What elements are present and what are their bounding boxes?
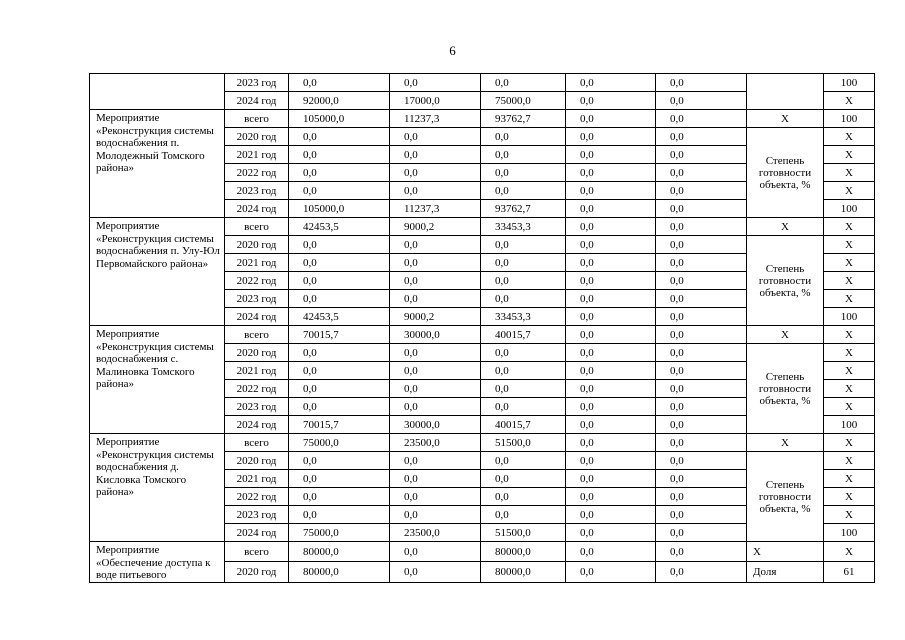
funding-cell: 0,0 xyxy=(566,254,656,272)
year-cell: 2024 год xyxy=(225,92,289,110)
funding-cell: 0,0 xyxy=(481,254,566,272)
year-cell: 2023 год xyxy=(225,506,289,524)
funding-cell: 0,0 xyxy=(390,128,481,146)
target-cell: Х xyxy=(824,452,875,470)
funding-cell: 51500,0 xyxy=(481,434,566,452)
funding-cell: 0,0 xyxy=(566,218,656,236)
total-cell: 0,0 xyxy=(289,290,390,308)
year-cell: 2020 год xyxy=(225,236,289,254)
funding-cell: 0,0 xyxy=(656,488,747,506)
target-cell: Х xyxy=(824,398,875,416)
measure-name-cell: Мероприятие «Реконструкция системы водоснабжения п. Молодежный Томского района» xyxy=(90,110,225,218)
year-cell: 2020 год xyxy=(225,562,289,582)
measure-name-cell: Мероприятие «Обеспечение доступа к воде питьевого xyxy=(90,542,225,583)
funding-cell: 0,0 xyxy=(656,92,747,110)
year-cell: 2024 год xyxy=(225,416,289,434)
funding-cell: 0,0 xyxy=(390,362,481,380)
funding-cell: 0,0 xyxy=(566,344,656,362)
indicator-cell xyxy=(747,74,824,110)
year-cell: 2024 год xyxy=(225,524,289,542)
funding-cell: 0,0 xyxy=(566,416,656,434)
funding-cell: 0,0 xyxy=(566,380,656,398)
funding-cell: 0,0 xyxy=(656,562,747,582)
total-cell: 0,0 xyxy=(289,452,390,470)
year-cell: всего xyxy=(225,218,289,236)
total-cell: 70015,7 xyxy=(289,416,390,434)
year-cell: 2021 год xyxy=(225,254,289,272)
target-cell: Х xyxy=(824,272,875,290)
funding-cell: 0,0 xyxy=(481,290,566,308)
target-cell: Х xyxy=(824,326,875,344)
funding-cell: 0,0 xyxy=(656,290,747,308)
year-cell: 2023 год xyxy=(225,290,289,308)
funding-cell: 0,0 xyxy=(656,398,747,416)
target-cell: Х xyxy=(824,218,875,236)
funding-cell: 0,0 xyxy=(566,128,656,146)
funding-cell: 0,0 xyxy=(566,164,656,182)
name-cell xyxy=(90,74,225,110)
funding-cell: 0,0 xyxy=(656,308,747,326)
year-cell: 2021 год xyxy=(225,362,289,380)
funding-cell: 0,0 xyxy=(481,344,566,362)
total-cell: 80000,0 xyxy=(289,562,390,582)
total-cell: 0,0 xyxy=(289,398,390,416)
funding-cell: 0,0 xyxy=(566,488,656,506)
funding-cell: 80000,0 xyxy=(481,542,566,562)
funding-cell: 0,0 xyxy=(481,470,566,488)
target-cell: Х xyxy=(824,506,875,524)
funding-cell: 0,0 xyxy=(656,506,747,524)
target-cell: Х xyxy=(824,182,875,200)
funding-cell: 0,0 xyxy=(481,182,566,200)
funding-cell: 0,0 xyxy=(656,272,747,290)
funding-cell: 0,0 xyxy=(566,290,656,308)
year-cell: всего xyxy=(225,434,289,452)
funding-cell: 0,0 xyxy=(656,254,747,272)
total-cell: 75000,0 xyxy=(289,524,390,542)
funding-cell: 30000,0 xyxy=(390,416,481,434)
funding-cell: 0,0 xyxy=(481,272,566,290)
indicator-cell: Х xyxy=(747,218,824,236)
funding-cell: 0,0 xyxy=(656,218,747,236)
total-cell: 42453,5 xyxy=(289,308,390,326)
funding-cell: 0,0 xyxy=(481,164,566,182)
year-cell: 2023 год xyxy=(225,74,289,92)
target-cell: 100 xyxy=(824,200,875,218)
funding-cell: 0,0 xyxy=(390,398,481,416)
indicator-cell: Х xyxy=(747,326,824,344)
funding-cell: 9000,2 xyxy=(390,308,481,326)
funding-cell: 40015,7 xyxy=(481,416,566,434)
funding-cell: 0,0 xyxy=(656,380,747,398)
indicator-name-cell: Степень готовности объекта, % xyxy=(747,236,824,326)
target-cell: Х xyxy=(824,434,875,452)
target-cell: 100 xyxy=(824,110,875,128)
total-cell: 70015,7 xyxy=(289,326,390,344)
funding-cell: 0,0 xyxy=(481,488,566,506)
funding-cell: 0,0 xyxy=(481,380,566,398)
indicator-cell: Х xyxy=(747,110,824,128)
funding-cell: 0,0 xyxy=(656,128,747,146)
funding-cell: 0,0 xyxy=(566,110,656,128)
table-row xyxy=(90,434,875,452)
year-cell: 2020 год xyxy=(225,344,289,362)
funding-cell: 0,0 xyxy=(656,470,747,488)
funding-cell: 0,0 xyxy=(481,128,566,146)
funding-cell: 0,0 xyxy=(390,164,481,182)
program-funding-table xyxy=(89,73,875,583)
target-cell: 61 xyxy=(824,562,875,582)
total-cell: 0,0 xyxy=(289,506,390,524)
target-cell: Х xyxy=(824,488,875,506)
total-cell: 92000,0 xyxy=(289,92,390,110)
total-cell: 42453,5 xyxy=(289,218,390,236)
year-cell: 2021 год xyxy=(225,146,289,164)
funding-cell: 0,0 xyxy=(481,506,566,524)
funding-cell: 0,0 xyxy=(566,542,656,562)
funding-cell: 0,0 xyxy=(656,74,747,92)
target-cell: Х xyxy=(824,236,875,254)
table-row xyxy=(90,542,875,562)
target-cell: 100 xyxy=(824,416,875,434)
year-cell: 2023 год xyxy=(225,182,289,200)
table-row xyxy=(90,110,875,128)
total-cell: 75000,0 xyxy=(289,434,390,452)
funding-cell: 0,0 xyxy=(656,200,747,218)
funding-cell: 0,0 xyxy=(566,236,656,254)
indicator-cell: Доля xyxy=(747,562,824,582)
total-cell: 0,0 xyxy=(289,380,390,398)
total-cell: 0,0 xyxy=(289,164,390,182)
funding-cell: 0,0 xyxy=(656,362,747,380)
funding-cell: 0,0 xyxy=(390,236,481,254)
funding-cell: 0,0 xyxy=(566,200,656,218)
total-cell: 0,0 xyxy=(289,236,390,254)
target-cell: 100 xyxy=(824,308,875,326)
total-cell: 105000,0 xyxy=(289,110,390,128)
target-cell: Х xyxy=(824,92,875,110)
funding-cell: 75000,0 xyxy=(481,92,566,110)
funding-cell: 0,0 xyxy=(481,452,566,470)
year-cell: всего xyxy=(225,326,289,344)
funding-cell: 0,0 xyxy=(656,416,747,434)
funding-cell: 0,0 xyxy=(390,542,481,562)
funding-cell: 0,0 xyxy=(566,398,656,416)
target-cell: Х xyxy=(824,470,875,488)
year-cell: всего xyxy=(225,110,289,128)
funding-cell: 0,0 xyxy=(390,344,481,362)
funding-cell: 0,0 xyxy=(656,434,747,452)
total-cell: 0,0 xyxy=(289,272,390,290)
measure-name-cell: Мероприятие «Реконструкция системы водоснабжения с. Малиновка Томского района» xyxy=(90,326,225,434)
target-cell: Х xyxy=(824,290,875,308)
funding-cell: 23500,0 xyxy=(390,434,481,452)
funding-cell: 0,0 xyxy=(656,182,747,200)
funding-cell: 0,0 xyxy=(566,434,656,452)
target-cell: 100 xyxy=(824,524,875,542)
target-cell: Х xyxy=(824,344,875,362)
funding-cell: 0,0 xyxy=(566,92,656,110)
funding-cell: 0,0 xyxy=(566,524,656,542)
funding-cell: 0,0 xyxy=(566,362,656,380)
table-row xyxy=(90,74,875,92)
funding-cell: 0,0 xyxy=(390,272,481,290)
funding-cell: 0,0 xyxy=(566,470,656,488)
indicator-name-cell: Степень готовности объекта, % xyxy=(747,344,824,434)
measure-name-cell: Мероприятие «Реконструкция системы водоснабжения д. Кисловка Томского района» xyxy=(90,434,225,542)
funding-cell: 0,0 xyxy=(566,452,656,470)
target-cell: Х xyxy=(824,164,875,182)
target-cell: Х xyxy=(824,380,875,398)
indicator-cell: Х xyxy=(747,434,824,452)
funding-cell: 0,0 xyxy=(566,146,656,164)
funding-cell: 40015,7 xyxy=(481,326,566,344)
funding-cell: 17000,0 xyxy=(390,92,481,110)
total-cell: 105000,0 xyxy=(289,200,390,218)
year-cell: 2022 год xyxy=(225,488,289,506)
year-cell: 2020 год xyxy=(225,452,289,470)
funding-cell: 0,0 xyxy=(390,290,481,308)
page-number: 6 xyxy=(449,43,456,58)
year-cell: всего xyxy=(225,542,289,562)
funding-cell: 0,0 xyxy=(390,488,481,506)
table-body xyxy=(90,74,875,583)
year-cell: 2022 год xyxy=(225,272,289,290)
funding-cell: 0,0 xyxy=(481,74,566,92)
year-cell: 2024 год xyxy=(225,308,289,326)
target-cell: Х xyxy=(824,254,875,272)
funding-cell: 0,0 xyxy=(656,236,747,254)
funding-cell: 0,0 xyxy=(390,380,481,398)
funding-cell: 0,0 xyxy=(656,164,747,182)
funding-cell: 0,0 xyxy=(390,182,481,200)
funding-cell: 0,0 xyxy=(390,74,481,92)
funding-cell: 0,0 xyxy=(390,452,481,470)
target-cell: Х xyxy=(824,362,875,380)
target-cell: Х xyxy=(824,128,875,146)
funding-cell: 80000,0 xyxy=(481,562,566,582)
funding-cell: 0,0 xyxy=(656,344,747,362)
year-cell: 2022 год xyxy=(225,380,289,398)
funding-cell: 51500,0 xyxy=(481,524,566,542)
funding-cell: 30000,0 xyxy=(390,326,481,344)
funding-cell: 0,0 xyxy=(656,110,747,128)
funding-cell: 93762,7 xyxy=(481,110,566,128)
funding-cell: 93762,7 xyxy=(481,200,566,218)
funding-cell: 0,0 xyxy=(390,470,481,488)
total-cell: 0,0 xyxy=(289,182,390,200)
funding-cell: 33453,3 xyxy=(481,218,566,236)
funding-cell: 0,0 xyxy=(566,506,656,524)
indicator-cell: Х xyxy=(747,542,824,562)
table-row xyxy=(90,218,875,236)
target-cell: 100 xyxy=(824,74,875,92)
funding-cell: 0,0 xyxy=(566,272,656,290)
funding-cell: 0,0 xyxy=(566,182,656,200)
year-cell: 2022 год xyxy=(225,164,289,182)
funding-cell: 0,0 xyxy=(566,562,656,582)
funding-cell: 0,0 xyxy=(390,254,481,272)
year-cell: 2020 год xyxy=(225,128,289,146)
funding-cell: 11237,3 xyxy=(390,200,481,218)
total-cell: 0,0 xyxy=(289,344,390,362)
funding-cell: 11237,3 xyxy=(390,110,481,128)
funding-cell: 0,0 xyxy=(390,562,481,582)
funding-cell: 0,0 xyxy=(566,326,656,344)
indicator-name-cell: Степень готовности объекта, % xyxy=(747,128,824,218)
year-cell: 2023 год xyxy=(225,398,289,416)
funding-cell: 9000,2 xyxy=(390,218,481,236)
year-cell: 2021 год xyxy=(225,470,289,488)
table-row xyxy=(90,326,875,344)
funding-cell: 23500,0 xyxy=(390,524,481,542)
year-cell: 2024 год xyxy=(225,200,289,218)
funding-cell: 0,0 xyxy=(656,542,747,562)
funding-cell: 0,0 xyxy=(481,146,566,164)
target-cell: Х xyxy=(824,146,875,164)
total-cell: 0,0 xyxy=(289,470,390,488)
funding-cell: 0,0 xyxy=(566,308,656,326)
funding-cell: 0,0 xyxy=(390,146,481,164)
total-cell: 0,0 xyxy=(289,254,390,272)
funding-cell: 33453,3 xyxy=(481,308,566,326)
total-cell: 0,0 xyxy=(289,488,390,506)
funding-cell: 0,0 xyxy=(566,74,656,92)
funding-cell: 0,0 xyxy=(481,398,566,416)
funding-cell: 0,0 xyxy=(656,452,747,470)
total-cell: 0,0 xyxy=(289,146,390,164)
funding-cell: 0,0 xyxy=(656,524,747,542)
total-cell: 0,0 xyxy=(289,74,390,92)
funding-cell: 0,0 xyxy=(656,326,747,344)
funding-cell: 0,0 xyxy=(481,236,566,254)
indicator-name-cell: Степень готовности объекта, % xyxy=(747,452,824,542)
funding-cell: 0,0 xyxy=(656,146,747,164)
measure-name-cell: Мероприятие «Реконструкция системы водоснабжения п. Улу-Юл Первомайского района» xyxy=(90,218,225,326)
funding-cell: 0,0 xyxy=(390,506,481,524)
total-cell: 80000,0 xyxy=(289,542,390,562)
total-cell: 0,0 xyxy=(289,362,390,380)
total-cell: 0,0 xyxy=(289,128,390,146)
funding-cell: 0,0 xyxy=(481,362,566,380)
target-cell: Х xyxy=(824,542,875,562)
